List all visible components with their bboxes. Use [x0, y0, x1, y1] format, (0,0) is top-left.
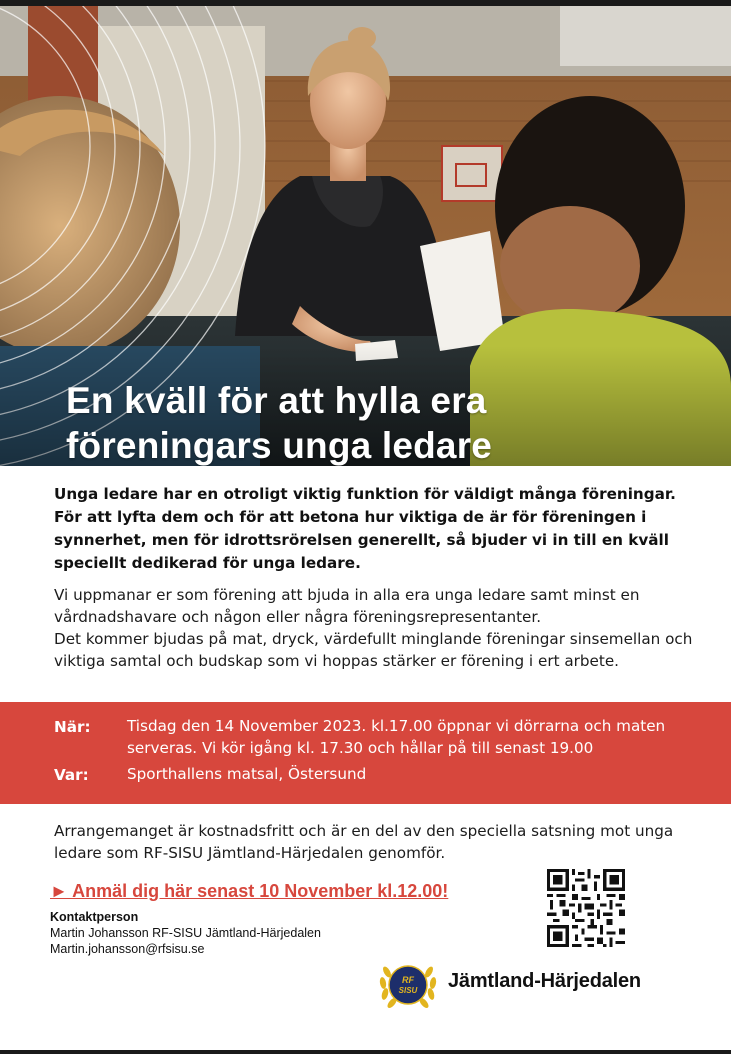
title-line-2: föreningars unga ledare — [66, 425, 493, 466]
cost-note: Arrangemanget är kostnadsfritt och är en del av den speciella satsning mot unga ledare som RF-SISU Jämtland-Härjedalen genomför. — [54, 822, 674, 862]
qr-code-icon[interactable] — [547, 869, 625, 947]
body-paragraph-2: Det kommer bjudas på mat, dryck, värdefullt minglande föreningar sinsemellan och viktiga samtal och budskap som vi hoppas stärker er förening i ert arbete. — [54, 630, 693, 670]
when-label: När: — [54, 718, 91, 736]
contact-name: Martin Johansson RF-SISU Jämtland-Härjedalen — [50, 926, 321, 940]
bottom-border — [0, 1050, 731, 1054]
page-title — [66, 378, 492, 466]
body-text — [54, 584, 694, 672]
event-info-band — [0, 702, 731, 804]
where-label: Var: — [54, 766, 89, 784]
logo-emblem-top: RF — [402, 975, 414, 985]
body-paragraph-1: Vi uppmanar er som förening att bjuda in alla era unga ledare samt minst en vårdnadshavare och någon eller några föreningsrepresentanter. — [54, 586, 640, 626]
organization-name: Jämtland-Härjedalen — [448, 970, 641, 992]
contact-email[interactable]: Martin.johansson@rfsisu.se — [50, 942, 205, 956]
contact-heading: Kontaktperson — [50, 910, 139, 924]
where-value: Sporthallens matsal, Östersund — [127, 765, 367, 783]
when-value: Tisdag den 14 November 2023. kl.17.00 öppnar vi dörrarna och maten serveras. Vi kör igång kl. 17.30 och hållar på till senast 19.00 — [127, 717, 666, 757]
rf-sisu-logo-icon — [378, 956, 438, 1012]
intro-paragraph: Unga ledare har en otroligt viktig funktion för väldigt många föreningar. För att lyfta dem och för att betona hur viktiga de är för föreningen i synnerhet, men för idrottsrörelsen generellt, så bjuder vi in till en kväll speciellt dedikerad för unga ledare. — [54, 485, 676, 572]
hero-photo — [0, 6, 731, 466]
logo-emblem-bottom: SISU — [398, 986, 418, 995]
signup-link[interactable]: ► Anmäl dig här senast 10 November kl.12.00! — [50, 881, 449, 901]
title-line-1: En kväll för att hylla era — [66, 380, 487, 421]
